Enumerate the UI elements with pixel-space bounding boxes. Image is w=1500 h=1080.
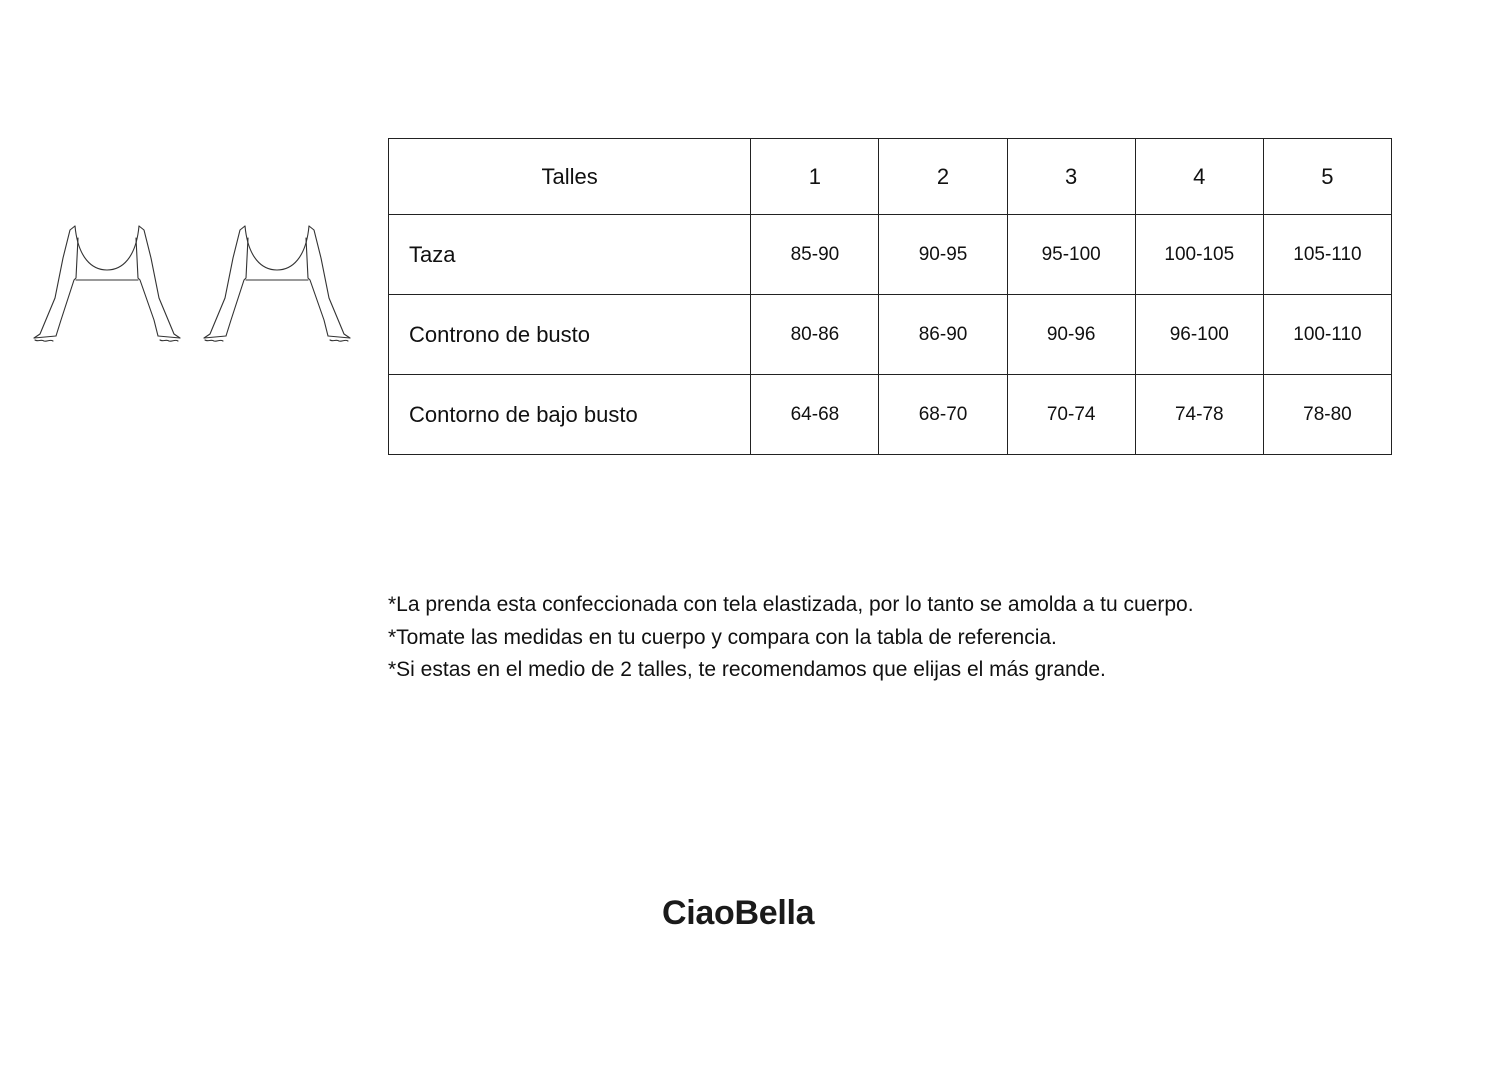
table-cell: 70-74	[1007, 375, 1135, 455]
table-cell: 78-80	[1263, 375, 1391, 455]
crop-top-back-sketch-icon	[200, 218, 355, 346]
note-line: *Si estas en el medio de 2 talles, te recomendamos que elijas el más grande.	[388, 658, 1106, 681]
table-cell: 90-95	[879, 215, 1007, 295]
row-label-cell: Controno de busto	[389, 295, 751, 375]
table-row	[389, 295, 1392, 375]
table-row	[389, 375, 1392, 455]
table-cell: 74-78	[1135, 375, 1263, 455]
header-size-cell: 3	[1007, 139, 1135, 215]
table-cell: 105-110	[1263, 215, 1391, 295]
row-label-cell: Taza	[389, 215, 751, 295]
table-cell: 96-100	[1135, 295, 1263, 375]
table-cell: 86-90	[879, 295, 1007, 375]
table-cell: 100-105	[1135, 215, 1263, 295]
table-cell: 68-70	[879, 375, 1007, 455]
table-cell: 90-96	[1007, 295, 1135, 375]
sizing-notes	[388, 589, 1468, 687]
table-cell: 80-86	[751, 295, 879, 375]
table-cell: 64-68	[751, 375, 879, 455]
table-cell: 100-110	[1263, 295, 1391, 375]
table-row	[389, 215, 1392, 295]
header-size-cell: 5	[1263, 139, 1391, 215]
table-cell: 95-100	[1007, 215, 1135, 295]
header-label-cell: Talles	[389, 139, 751, 215]
crop-top-front-sketch-icon	[30, 218, 185, 346]
header-size-cell: 4	[1135, 139, 1263, 215]
header-size-cell: 1	[751, 139, 879, 215]
size-chart-table	[388, 138, 1392, 455]
table-header-row	[389, 139, 1392, 215]
note-line: *La prenda esta confeccionada con tela elastizada, por lo tanto se amolda a tu cuerpo.	[388, 593, 1194, 616]
table-cell: 85-90	[751, 215, 879, 295]
brand-logo: CiaoBella	[662, 894, 815, 932]
note-line: *Tomate las medidas en tu cuerpo y compara con la tabla de referencia.	[388, 625, 1057, 649]
header-size-cell: 2	[879, 139, 1007, 215]
row-label-cell: Contorno de bajo busto	[389, 375, 751, 455]
